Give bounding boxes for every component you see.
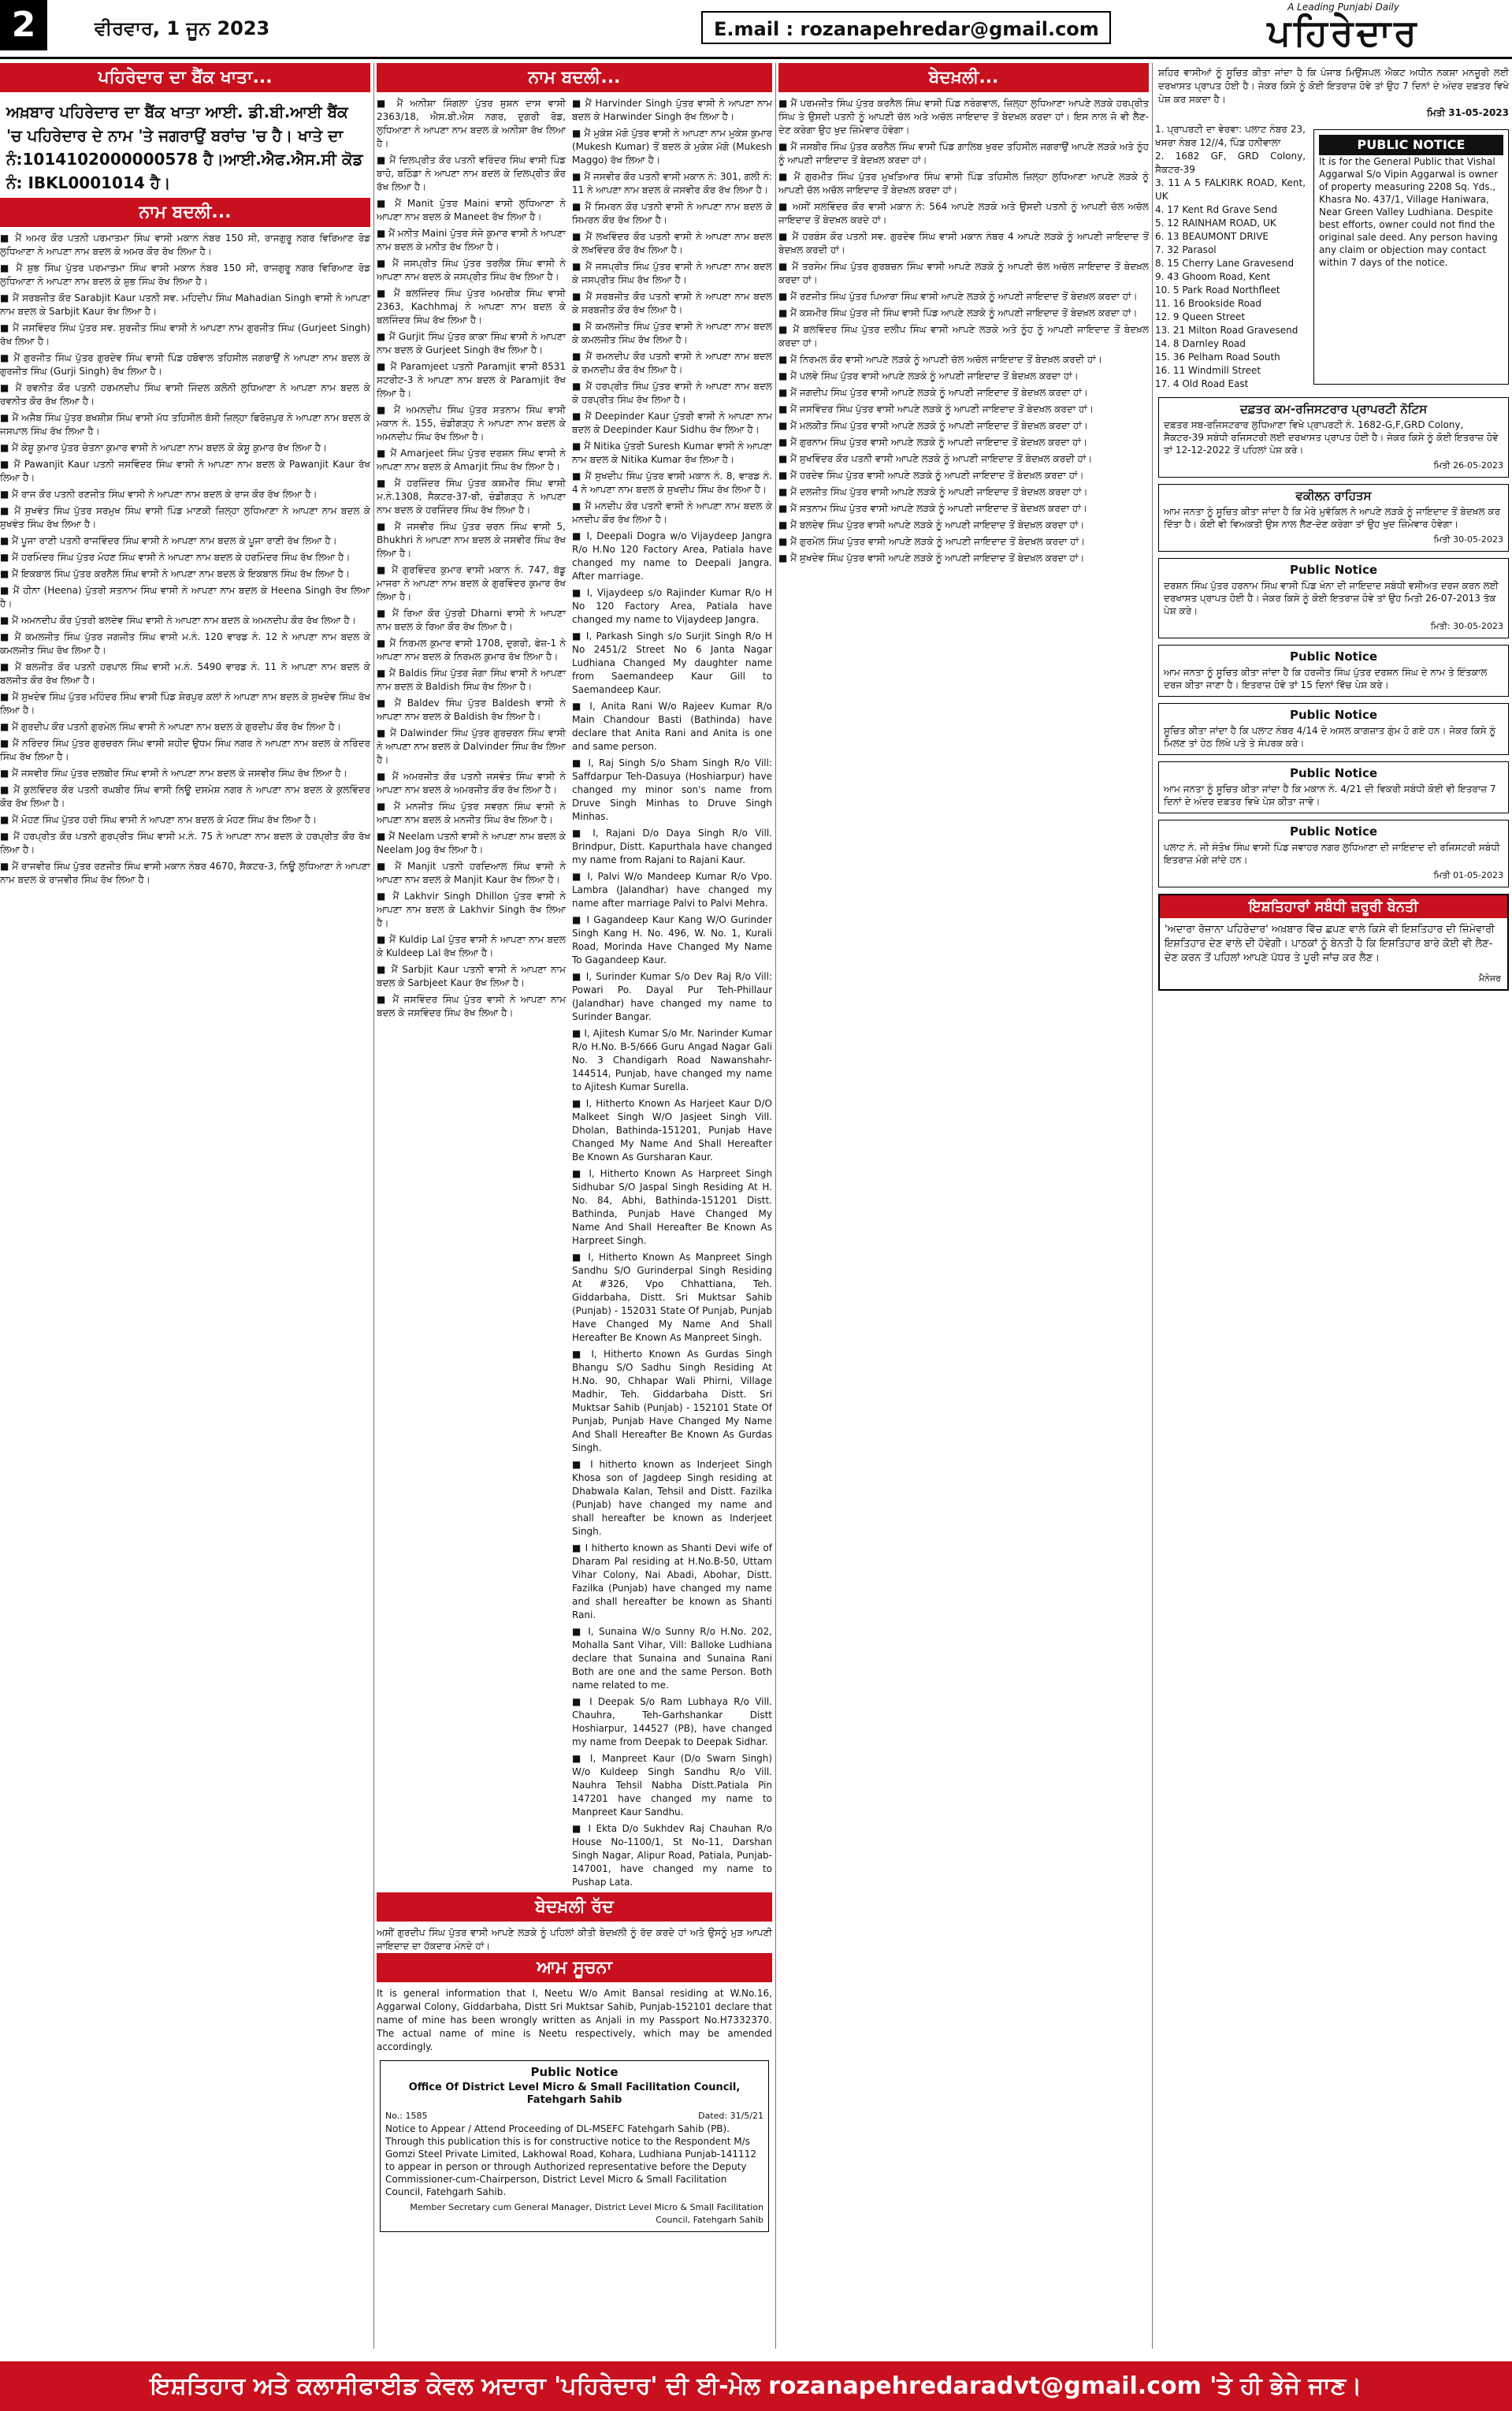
- notice-entry: ■ I, Deepali Dogra w/o Vijaydeep Jangra R/o H.No 120 Factory Area, Patiala have changed my name to Deepali Jangra. After marriage.: [572, 530, 772, 582]
- property-list-item: 5. 12 RAINHAM ROAD, UK: [1155, 218, 1276, 229]
- property-list-item: 2. 1682 GF, GRD Colony, ਸੈਕਟਰ-39: [1155, 151, 1306, 175]
- notice-entry: ■ ਮੈਂ ਜਸਪ੍ਰੀਤ ਸਿੰਘ ਪੁੱਤਰ ਵਾਸੀ ਨੇ ਆਪਣਾ ਨਾਮ ਬਦਲ ਕੇ ਜਸਪ੍ਰੀਤ ਸਿੰਘ ਰੱਖ ਲਿਆ ਹੈ।: [572, 261, 772, 285]
- notice-entry: ■ ਮੈਂ ਗੁਰਨਾਮ ਸਿੰਘ ਪੁੱਤਰ ਵਾਸੀ ਆਪਣੇ ਲੜਕੇ ਨੂੰ ਆਪਣੀ ਜਾਇਦਾਦ ਤੋਂ ਬੇਦਖ਼ਲ ਕਰਦਾ ਹਾਂ।: [778, 437, 1087, 448]
- public-notice: [1158, 558, 1509, 638]
- municipal-notice: [1155, 63, 1512, 123]
- notice-title: ਵਕੀਲਨ ਰਾਹਿਤਸ: [1295, 489, 1372, 503]
- property-list-item: 8. 15 Cherry Lane Gravesend: [1155, 258, 1295, 269]
- notice-entry: ■ I, Manpreet Kaur (D/o Swarn Singh) W/o Kuldeep Singh Sandhu R/o Vill. Nauhra Tehsil Nabha Distt.Patiala Pin 147201 have changed my name to Manpreet Kaur Sandhu.: [572, 1753, 772, 1818]
- notice-entry: ■ ਮੈਂ ਕਮਲਜੀਤ ਸਿੰਘ ਪੁੱਤਰ ਜਗਜੀਤ ਸਿੰਘ ਵਾਸੀ ਮ.ਨੰ. 120 ਵਾਰਡ ਨੰ. 12 ਨੇ ਆਪਣਾ ਨਾਮ ਬਦਲ ਕੇ ਕਮਲਜੀਤ ਸਿੰਘ ਰੱਖ ਲਿਆ ਹੈ।: [0, 631, 370, 656]
- notice-entry: ■ ਮੈਂ ਹਰਦੇਵ ਸਿੰਘ ਪੁੱਤਰ ਵਾਸੀ ਆਪਣੇ ਲੜਕੇ ਨੂੰ ਆਪਣੀ ਜਾਇਦਾਦ ਤੋਂ ਬੇਦਖ਼ਲ ਕਰਦਾ ਹਾਂ।: [778, 470, 1084, 481]
- notice-entry: ■ I, Surinder Kumar S/o Dev Raj R/o Vill: Powari Po. Dayal Pur Teh-Phillaur (Jalandhar) have changed my name to Surinder Bangar.: [572, 971, 772, 1022]
- notice-entry: ■ ਮੈਂ ਅਮਨਦੀਪ ਕੌਰ ਪੁੱਤਰੀ ਬਲਦੇਵ ਸਿੰਘ ਵਾਸੀ ਨੇ ਆਪਣਾ ਨਾਮ ਬਦਲ ਕੇ ਅਮਨਦੀਪ ਕੌਰ ਰੱਖ ਲਿਆ ਹੈ।: [0, 615, 356, 626]
- contact-email[interactable]: E.mail : rozanapehredar@gmail.com: [701, 11, 1111, 44]
- notice-title: ਦਫ਼ਤਰ ਕਮ-ਰਜਿਸਟਰਾਰ ਪ੍ਰਾਪਰਟੀ ਨੋਟਿਸ: [1239, 402, 1428, 416]
- notice-entry: ■ ਮੈਂ ਹਰਪ੍ਰੀਤ ਕੌਰ ਪਤਨੀ ਗੁਰਪ੍ਰੀਤ ਸਿੰਘ ਵਾਸੀ ਮ.ਨੰ. 75 ਨੇ ਆਪਣਾ ਨਾਮ ਬਦਲ ਕੇ ਹਰਪ੍ਰੀਤ ਕੌਰ ਰੱਖ ਲਿਆ ਹੈ।: [0, 831, 370, 855]
- notice-entry: ■ ਮੈਂ Manit ਪੁੱਤਰ Maini ਵਾਸੀ ਲੁਧਿਆਣਾ ਨੇ ਆਪਣਾ ਨਾਮ ਬਦਲ ਕੇ Maneet ਰੱਖ ਲਿਆ ਹੈ।: [377, 198, 566, 222]
- page-number: 2: [0, 0, 47, 50]
- notice-entry: ■ ਮੈਂ ਕਮਲਜੀਤ ਸਿੰਘ ਪੁੱਤਰ ਵਾਸੀ ਨੇ ਆਪਣਾ ਨਾਮ ਬਦਲ ਕੇ ਕਮਲਜੀਤ ਸਿੰਘ ਰੱਖ ਲਿਆ ਹੈ।: [572, 321, 772, 345]
- notice-entry: ■ ਮੈਂ ਬਲਜਿੰਦਰ ਸਿੰਘ ਪੁੱਤਰ ਅਮਰੀਕ ਸਿੰਘ ਵਾਸੀ 2363, Kachhmaj ਨੇ ਆਪਣਾ ਨਾਮ ਬਦਲ ਕੇ ਬਲਜਿੰਦਰ ਸਿੰਘ ਰੱਖ ਲਿਆ ਹੈ।: [377, 288, 566, 326]
- notice-entry: ■ ਮੈਂ ਅਮਰ ਕੌਰ ਪਤਨੀ ਪਰਮਾਤਮਾ ਸਿੰਘ ਵਾਸੀ ਮਕਾਨ ਨੰਬਰ 150 ਸੀ, ਰਾਜਗੁਰੂ ਨਗਰ ਵਿਰਿਆਣ ਰੋਡ ਲੁਧਿਆਣਾ ਨੇ ਆਪਣਾ ਨਾਮ ਬਦਲ ਕੇ ਅਮਰ ਕੌਰ ਰੱਖ ਲਿਆ ਹੈ।: [0, 233, 370, 257]
- notice-entry: ■ I, Anita Rani W/o Rajeev Kumar R/o Main Chandour Basti (Bathinda) have declare that Anita Rani and Anita is one and same person.: [572, 701, 772, 752]
- notice-entry: ■ ਮੈਂ ਮੁਕੇਸ਼ ਮੱਗੋ ਪੁੱਤਰ ਵਾਸੀ ਨੇ ਆਪਣਾ ਨਾਮ ਮੁਕੇਸ਼ ਕੁਮਾਰ (Mukesh Kumar) ਤੋਂ ਬਦਲ ਕੇ ਮੁਕੇਸ਼ ਮੱਗੋ (Mukesh Maggo) ਰੱਖ ਲਿਆ ਹੈ।: [572, 128, 772, 166]
- notice-body: ਦਰਸ਼ਨ ਸਿੰਘ ਪੁੱਤਰ ਹਰਨਾਮ ਸਿੰਘ ਵਾਸੀ ਪਿੰਡ ਖੰਨਾ ਦੀ ਜਾਇਦਾਦ ਸਬੰਧੀ ਵਸੀਅਤ ਦਰਜ ਕਰਨ ਲਈ ਦਰਖਾਸਤ ਪ੍ਰਾਪਤ ਹੋਈ ਹੈ। ਜੇਕਰ ਕਿਸੇ ਨੂੰ ਕੋਈ ਇਤਰਾਜ਼ ਹੋਵੇ ਤਾਂ ਉਹ ਮਿਤੀ 26-07-2013 ਤੱਕ ਪੇਸ਼ ਕਰੇ।: [1164, 580, 1499, 616]
- notice-entry: ■ ਮੈਂ ਅਜੈਬ ਸਿੰਘ ਪੁੱਤਰ ਬਖਸ਼ੀਸ਼ ਸਿੰਘ ਵਾਸੀ ਮੱਧ ਤਹਿਸੀਲ ਬੱਸੀ ਜ਼ਿਲ੍ਹਾ ਫਿਰੋਜ਼ਪੁਰ ਨੇ ਆਪਣਾ ਨਾਮ ਬਦਲ ਕੇ ਜਸਪਾਲ ਸਿੰਘ ਰੱਖ ਲਿਆ ਹੈ।: [0, 412, 370, 437]
- notice-entry: ■ ਮੈਂ ਬਲਜੀਤ ਕੌਰ ਪਤਨੀ ਹਰਪਾਲ ਸਿੰਘ ਵਾਸੀ ਮ.ਨੰ. 5490 ਵਾਰਡ ਨੰ. 11 ਨੇ ਆਪਣਾ ਨਾਮ ਬਦਲ ਕੇ ਬਲਜੀਤ ਕੌਰ ਰੱਖ ਲਿਆ ਹੈ।: [0, 661, 370, 686]
- bank-account-heading: ਪਹਿਰੇਦਾਰ ਦਾ ਬੈਂਕ ਖਾਤਾ...: [0, 63, 370, 92]
- public-notice: [1158, 703, 1509, 755]
- notice-entry: ■ ਮੈਂ ਜਸਵਿੰਦਰ ਸਿੰਘ ਪੁੱਤਰ ਵਾਸੀ ਆਪਣੇ ਲੜਕੇ ਨੂੰ ਆਪਣੀ ਜਾਇਦਾਦ ਤੋਂ ਬੇਦਖ਼ਲ ਕਰਦਾ ਹਾਂ।: [778, 404, 1094, 415]
- notice-entry: ■ ਮੈਂ ਦਿਲਪ੍ਰੀਤ ਕੌਰ ਪਤਨੀ ਵਰਿੰਦਰ ਸਿੰਘ ਵਾਸੀ ਪਿੰਡ ਬਾਹੋ, ਬਠਿੰਡਾ ਨੇ ਆਪਣਾ ਨਾਮ ਬਦਲ ਕੇ ਦਿਲਪ੍ਰੀਤ ਕੌਰ ਰੱਖ ਲਿਆ ਹੈ।: [377, 154, 566, 192]
- property-list: [1155, 123, 1306, 391]
- notice-entry: ■ ਮੈਂ ਦਲਜੀਤ ਸਿੰਘ ਪੁੱਤਰ ਵਾਸੀ ਆਪਣੇ ਲੜਕੇ ਨੂੰ ਆਪਣੀ ਜਾਇਦਾਦ ਤੋਂ ਬੇਦਖ਼ਲ ਕਰਦਾ ਹਾਂ।: [778, 486, 1088, 497]
- notice-entry: ■ ਮੈਂ Baldev ਸਿੰਘ ਪੁੱਤਰ Baldesh ਵਾਸੀ ਨੇ ਆਪਣਾ ਨਾਮ ਬਦਲ ਕੇ Baldish ਰੱਖ ਲਿਆ ਹੈ।: [377, 698, 566, 722]
- property-list-item: 6. 13 BEAUMONT DRIVE: [1155, 231, 1269, 242]
- notice-entry: ■ ਮੈਂ ਜਸਵੀਰ ਸਿੰਘ ਪੁੱਤਰ ਚਰਨ ਸਿੰਘ ਵਾਸੀ 5, Bhukhri ਨੇ ਆਪਣਾ ਨਾਮ ਬਦਲ ਕੇ ਜਸਵੀਰ ਸਿੰਘ ਰੱਖ ਲਿਆ ਹੈ।: [377, 521, 566, 559]
- notice-entry: ■ ਮੈਂ ਜਸਵੀਰ ਕੌਰ ਪਤਨੀ ਵਾਸੀ ਮਕਾਨ ਨੰ: 301, ਗਲੀ ਨੰ: 11 ਨੇ ਆਪਣਾ ਨਾਮ ਬਦਲ ਕੇ ਜਸਵੀਰ ਕੌਰ ਰੱਖ ਲਿਆ ਹੈ।: [572, 171, 772, 195]
- notice-date: ਮਿਤੀ 26-05-2023: [1433, 460, 1503, 471]
- notice-entry: ■ ਮੈਂ ਪਰਮਜੀਤ ਸਿੰਘ ਪੁੱਤਰ ਕਰਨੈਲ ਸਿੰਘ ਵਾਸੀ ਪਿੰਡ ਨਰੰਗਵਾਲ, ਜ਼ਿਲ੍ਹਾ ਲੁਧਿਆਣਾ ਆਪਣੇ ਲੜਕੇ ਹਰਪ੍ਰੀਤ ਸਿੰਘ ਤੇ ਉਸਦੀ ਪਤਨੀ ਨੂੰ ਆਪਣੀ ਚੱਲ ਅਤੇ ਅਚੱਲ ਜਾਇਦਾਦ ਤੋਂ ਬੇਦਖ਼ਲ ਕਰਦਾ ਹਾਂ। ਇਸ ਨਾਲ ਜੋ ਵੀ ਲੈਣ-ਦੇਣ ਕਰੇਗਾ ਉਹ ਖੁਦ ਜ਼ਿੰਮੇਵਾਰ ਹੋਵੇਗਾ।: [778, 98, 1149, 136]
- name-change-heading-2: ਨਾਮ ਬਦਲੀ...: [377, 63, 772, 92]
- notice-entry: ■ I, Palvi W/o Mandeep Kumar R/o Vpo. Lambra (Jalandhar) have changed my name after marriage Palvi to Palvi Mehra.: [572, 871, 772, 909]
- notice-entry: ■ ਮੈਂ ਰਾਜ ਕੌਰ ਪਤਨੀ ਰਣਜੀਤ ਸਿੰਘ ਵਾਸੀ ਨੇ ਆਪਣਾ ਨਾਮ ਬਦਲ ਕੇ ਰਾਜ ਕੌਰ ਰੱਖ ਲਿਆ ਹੈ।: [0, 489, 318, 500]
- bedakhali-heading: ਬੇਦਖ਼ਲੀ...: [778, 63, 1149, 92]
- property-list-item: 12. 9 Queen Street: [1155, 311, 1246, 322]
- masthead: [0, 0, 1512, 59]
- notice-entry: ■ I, Ajitesh Kumar S/o Mr. Narinder Kumar R/o H.No. B-5/666 Guru Angad Nagar Gali No. 3 Chandigarh Road Nawanshahr-144514, Punjab, have changed my name to Ajitesh Kumar Surella.: [572, 1028, 772, 1092]
- col4-upper-row: [1155, 123, 1512, 391]
- notice-ref: No.: 1585: [385, 2111, 428, 2121]
- newspaper-logo: [1182, 2, 1505, 52]
- notice-entry: ■ ਮੈਂ ਨਿਰਮਲ ਕੁਮਾਰ ਵਾਸੀ 1708, ਦੁਗਰੀ, ਫੇਜ਼-1 ਨੇ ਆਪਣਾ ਨਾਮ ਬਦਲ ਕੇ ਨਿਰਮਲ ਕੁਮਾਰ ਰੱਖ ਲਿਆ ਹੈ।: [377, 638, 566, 662]
- notice-date: ਮਿਤੀ 30-05-2023: [1433, 534, 1503, 545]
- bedakhali-rad-text: ਅਸੀਂ ਗੁਰਦੀਪ ਸਿੰਘ ਪੁੱਤਰ ਵਾਸੀ ਆਪਣੇ ਲੜਕੇ ਨੂੰ ਪਹਿਲਾਂ ਕੀਤੀ ਬੇਦਖ਼ਲੀ ਨੂੰ ਰੱਦ ਕਰਦੇ ਹਾਂ ਅਤੇ ਉਸਨੂੰ ਮੁੜ ਆਪਣੀ ਜਾਇਦਾਦ ਦਾ ਹੱਕਦਾਰ ਮੰਨਦੇ ਹਾਂ।: [377, 1927, 772, 1951]
- notice-entry: ■ ਮੈਂ Neelam ਪਤਨੀ ਵਾਸੀ ਨੇ ਆਪਣਾ ਨਾਮ ਬਦਲ ਕੇ Neelam Jog ਰੱਖ ਲਿਆ ਹੈ।: [377, 831, 566, 855]
- notice-entry: ■ I, Raj Singh S/o Sham Singh R/o Vill: Saffdarpur Teh-Dasuya (Hoshiarpur) have changed my minor son's name from Druve Singh Minhas to Druve Singh Minhas.: [572, 757, 772, 822]
- notice-title: Public Notice: [1289, 708, 1378, 722]
- notice-entry: ■ ਮੈਂ ਸੁਖਦੇਵ ਸਿੰਘ ਪੁੱਤਰ ਮਹਿੰਦਰ ਸਿੰਘ ਵਾਸੀ ਪਿੰਡ ਸ਼ੇਰਪੁਰ ਕਲਾਂ ਨੇ ਆਪਣਾ ਨਾਮ ਬਦਲ ਕੇ ਸੁਖਦੇਵ ਸਿੰਘ ਰੱਖ ਲਿਆ ਹੈ।: [0, 691, 370, 716]
- property-list-item: 1. ਪ੍ਰਾਪਰਟੀ ਦਾ ਵੇਰਵਾ: ਪਲਾਟ ਨੰਬਰ 23, ਖਸਰਾ ਨੰਬਰ 12//4, ਪਿੰਡ ਹਨੀਵਾਲਾ: [1155, 124, 1306, 148]
- column-3: [778, 63, 1149, 2357]
- name-change-heading: ਨਾਮ ਬਦਲੀ...: [0, 198, 370, 227]
- notice-entry: ■ ਮੈਂ Paramjeet ਪਤਨੀ Paramjit ਵਾਸੀ 8531 ਸਟਰੀਟ-3 ਨੇ ਆਪਣਾ ਨਾਮ ਬਦਲ ਕੇ Paramjit ਰੱਖ ਲਿਆ ਹੈ।: [377, 361, 566, 399]
- notice-title: Public Notice: [1289, 824, 1378, 839]
- notice-entry: ■ ਮੈਂ ਕਸ਼ਮੀਰ ਸਿੰਘ ਪੁੱਤਰ ਜੀ ਸਿੰਘ ਵਾਸੀ ਪਿੰਡ ਆਪਣੇ ਲੜਕੇ ਨੂੰ ਆਪਣੀ ਜਾਇਦਾਦ ਤੋਂ ਬੇਦਖ਼ਲ ਕਰਦਾ ਹਾਂ।: [778, 307, 1138, 318]
- column-1: [0, 63, 370, 2357]
- property-list-item: 15. 36 Pelham Road South: [1155, 352, 1280, 363]
- notice-entry: ■ ਮੈਂ Harvinder Singh ਪੁੱਤਰ ਵਾਸੀ ਨੇ ਆਪਣਾ ਨਾਮ ਬਦਲ ਕੇ Harwinder Singh ਰੱਖ ਲਿਆ ਹੈ।: [572, 98, 772, 122]
- notice-entry: ■ ਮੈਂ ਸੁਖਵਿੰਦਰ ਕੌਰ ਪਤਨੀ ਵਾਸੀ ਆਪਣੇ ਲੜਕੇ ਨੂੰ ਆਪਣੀ ਜਾਇਦਾਦ ਤੋਂ ਬੇਦਖ਼ਲ ਕਰਦੀ ਹਾਂ।: [778, 453, 1093, 464]
- notice-entry: ■ ਮੈਂ ਗੁਰਮੇਲ ਸਿੰਘ ਪੁੱਤਰ ਵਾਸੀ ਆਪਣੇ ਲੜਕੇ ਨੂੰ ਆਪਣੀ ਜਾਇਦਾਦ ਤੋਂ ਬੇਦਖ਼ਲ ਕਰਦਾ ਹਾਂ।: [778, 536, 1086, 547]
- public-notice-idbi: [1313, 129, 1509, 385]
- notice-entry: ■ ਮੈਂ ਸੁਖਦੇਵ ਸਿੰਘ ਪੁੱਤਰ ਵਾਸੀ ਆਪਣੇ ਲੜਕੇ ਨੂੰ ਆਪਣੀ ਜਾਇਦਾਦ ਤੋਂ ਬੇਦਖ਼ਲ ਕਰਦਾ ਹਾਂ।: [778, 553, 1085, 564]
- notice-entry: ■ ਮੈਂ ਅਮਰਜੀਤ ਕੌਰ ਪਤਨੀ ਜਸਵੰਤ ਸਿੰਘ ਵਾਸੀ ਨੇ ਆਪਣਾ ਨਾਮ ਬਦਲ ਕੇ ਅਮਰਜੀਤ ਕੌਰ ਰੱਖ ਲਿਆ ਹੈ।: [377, 771, 566, 795]
- notice-entry: ■ ਮੈਂ ਸਿਮਰਨ ਕੌਰ ਪਤਨੀ ਵਾਸੀ ਨੇ ਆਪਣਾ ਨਾਮ ਬਦਲ ਕੇ ਸਿਮਰਨ ਕੌਰ ਰੱਖ ਲਿਆ ਹੈ।: [572, 201, 772, 225]
- notice-entry: ■ I, Sunaina W/o Sunny R/o H.No. 202, Mohalla Sant Vihar, Vill: Balloke Ludhiana declare that Sunaina and Sunaina Rani Both are one and the same Person. Both name related to me.: [572, 1626, 772, 1691]
- notice-entry: ■ ਮੈਂ ਮੋਹਣ ਸਿੰਘ ਪੁੱਤਰ ਹਰੀ ਸਿੰਘ ਵਾਸੀ ਨੇ ਆਪਣਾ ਨਾਮ ਬਦਲ ਕੇ ਮੋਹਣ ਸਿੰਘ ਰੱਖ ਲਿਆ ਹੈ।: [0, 814, 318, 825]
- notice-title: Public Notice: [1289, 649, 1378, 664]
- notice-entry: ■ ਮੈਂ ਬਲਵਿੰਦਰ ਸਿੰਘ ਪੁੱਤਰ ਦਲੀਪ ਸਿੰਘ ਵਾਸੀ ਆਪਣੇ ਲੜਕੇ ਅਤੇ ਨੂੰਹ ਨੂੰ ਆਪਣੀ ਜਾਇਦਾਦ ਤੋਂ ਬੇਦਖ਼ਲ ਕਰਦਾ ਹਾਂ।: [778, 324, 1149, 348]
- property-list-item: 9. 43 Ghoom Road, Kent: [1155, 271, 1271, 282]
- property-list-item: 17. 4 Old Road East: [1155, 378, 1249, 389]
- bedakhali-list: [778, 97, 1149, 565]
- notice-entry: ■ ਮੈਂ ਜਸਵੀਰ ਸਿੰਘ ਪੁੱਤਰ ਦਲਬੀਰ ਸਿੰਘ ਵਾਸੀ ਨੇ ਆਪਣਾ ਨਾਮ ਬਦਲ ਕੇ ਜਸਵੀਰ ਸਿੰਘ ਰੱਖ ਲਿਆ ਹੈ।: [0, 768, 347, 779]
- notice-entry: ■ ਮੈਂ ਹਰਜਿੰਦਰ ਸਿੰਘ ਪੁੱਤਰ ਕਸ਼ਮੀਰ ਸਿੰਘ ਵਾਸੀ ਮ.ਨੰ.1308, ਸੈਕਟਰ-37-ਬੀ, ਚੰਡੀਗੜ੍ਹ ਨੇ ਆਪਣਾ ਨਾਮ ਬਦਲ ਕੇ ਹਰਜਿੰਦਰ ਸਿੰਘ ਰੱਖ ਲਿਆ ਹੈ।: [377, 478, 566, 515]
- notice-entry: ■ ਮੈਂ ਗੁਰਦੀਪ ਕੌਰ ਪਤਨੀ ਗੁਰਮੇਲ ਸਿੰਘ ਵਾਸੀ ਨੇ ਆਪਣਾ ਨਾਮ ਬਦਲ ਕੇ ਗੁਰਦੀਪ ਕੌਰ ਰੱਖ ਲਿਆ ਹੈ।: [0, 721, 341, 732]
- notice-entry: ■ ਮੈਂ ਹਰਬੰਸ ਕੌਰ ਪਤਨੀ ਸਵ. ਗੁਰਦੇਵ ਸਿੰਘ ਵਾਸੀ ਮਕਾਨ ਨੰਬਰ 4 ਆਪਣੇ ਲੜਕੇ ਨੂੰ ਆਪਣੀ ਜਾਇਦਾਦ ਤੋਂ ਬੇਦਖ਼ਲ ਕਰਦੀ ਹਾਂ।: [778, 231, 1149, 255]
- notice-body: ਆਮ ਜਨਤਾ ਨੂੰ ਸੂਚਿਤ ਕੀਤਾ ਜਾਂਦਾ ਹੈ ਕਿ ਮਕਾਨ ਨੰ. 4/21 ਦੀ ਵਿਕਰੀ ਸਬੰਧੀ ਕੋਈ ਵੀ ਇਤਰਾਜ਼ 7 ਦਿਨਾਂ ਦੇ ਅੰਦਰ ਦਫ਼ਤਰ ਵਿਖੇ ਪੇਸ਼ ਕੀਤਾ ਜਾਵੇ।: [1164, 783, 1496, 807]
- notice-entry: ■ ਮੈਂ ਸੁਖਦੀਪ ਸਿੰਘ ਪੁੱਤਰ ਵਾਸੀ ਮਕਾਨ ਨੰ. 8, ਵਾਰਡ ਨੰ. 4 ਨੇ ਆਪਣਾ ਨਾਮ ਬਦਲ ਕੇ ਸੁਖਦੀਪ ਸਿੰਘ ਰੱਖ ਲਿਆ ਹੈ।: [572, 471, 772, 495]
- notice-entry: ■ ਅਸੀਂ ਸਲਵਿੰਦਰ ਕੌਰ ਵਾਸੀ ਮਕਾਨ ਨੰ: 564 ਆਪਣੇ ਲੜਕੇ ਅਤੇ ਉਸਦੀ ਪਤਨੀ ਨੂੰ ਆਪਣੀ ਚੱਲ ਅਚੱਲ ਜਾਇਦਾਦ ਤੋਂ ਬੇਦਖ਼ਲ ਕਰਦੇ ਹਾਂ।: [778, 201, 1149, 225]
- notice-entry: ■ ਮੈਂ ਪਲਵੇ ਸਿੰਘ ਪੁੱਤਰ ਵਾਸੀ ਆਪਣੇ ਲੜਕੇ ਨੂੰ ਆਪਣੀ ਜਾਇਦਾਦ ਤੋਂ ਬੇਦਖ਼ਲ ਕਰਦਾ ਹਾਂ।: [778, 370, 1079, 381]
- notice-entry: ■ ਮੈਂ ਗੁਰਜੀਤ ਸਿੰਘ ਪੁੱਤਰ ਗੁਰਦੇਵ ਸਿੰਘ ਵਾਸੀ ਪਿੰਡ ਹਬੋਵਾਲ ਤਹਿਸੀਲ ਜਗਰਾਉਂ ਨੇ ਆਪਣਾ ਨਾਮ ਬਦਲ ਕੇ ਗੁਰਜੀਤ ਸਿੰਘ (Gurji Singh) ਰੱਖ ਲਿਆ ਹੈ।: [0, 352, 370, 377]
- notice-subtitle: Office Of District Level Micro & Small Facilitation Council, Fatehgarh Sahib: [408, 2082, 741, 2106]
- notice-entry: ■ ਮੈਂ Amarjeet ਸਿੰਘ ਪੁੱਤਰ ਦਰਸ਼ਨ ਸਿੰਘ ਵਾਸੀ ਨੇ ਆਪਣਾ ਨਾਮ ਬਦਲ ਕੇ Amarjit ਸਿੰਘ ਰੱਖ ਲਿਆ ਹੈ।: [377, 448, 566, 472]
- name-change-list: [377, 97, 566, 1020]
- notice-title: PUBLIC NOTICE: [1319, 135, 1503, 155]
- advertisement-disclaimer: [1158, 894, 1509, 991]
- notice-entry: ■ ਮੈਂ ਹਰਮਿੰਦਰ ਸਿੰਘ ਪੁੱਤਰ ਮੋਹਣ ਸਿੰਘ ਵਾਸੀ ਨੇ ਆਪਣਾ ਨਾਮ ਬਦਲ ਕੇ ਹਰਮਿੰਦਰ ਸਿੰਘ ਰੱਖ ਲਿਆ ਹੈ।: [0, 552, 351, 563]
- notice-body: ਸੂਚਿਤ ਕੀਤਾ ਜਾਂਦਾ ਹੈ ਕਿ ਪਲਾਟ ਨੰਬਰ 4/14 ਦੇ ਅਸਲ ਕਾਗਜ਼ਾਤ ਗੁੰਮ ਹੋ ਗਏ ਹਨ। ਜੇਕਰ ਕਿਸੇ ਨੂੰ ਮਿਲਣ ਤਾਂ ਹੇਠ ਲਿਖੇ ਪਤੇ ਤੇ ਸੰਪਰਕ ਕਰੇ।: [1164, 725, 1496, 749]
- notice-entry: ■ ਮੈਂ Nitika ਪੁੱਤਰੀ Suresh Kumar ਵਾਸੀ ਨੇ ਆਪਣਾ ਨਾਮ ਬਦਲ ਕੇ Nitika Kumar ਰੱਖ ਲਿਆ ਹੈ।: [572, 441, 772, 465]
- notice-entry: ■ ਮੈਂ ਬਲਦੇਵ ਸਿੰਘ ਪੁੱਤਰ ਵਾਸੀ ਆਪਣੇ ਲੜਕੇ ਨੂੰ ਆਪਣੀ ਜਾਇਦਾਦ ਤੋਂ ਬੇਦਖ਼ਲ ਕਰਦਾ ਹਾਂ।: [778, 519, 1085, 530]
- aam-suchna-text: It is general information that I, Neetu W/o Amit Bansal residing at W.No.16, Aggarwal Colony, Giddarbaha, Distt Sri Muktsar Sahib, Punjab-152101 declare that name of mine has been wrongly written as Anjali in my Passport No.H7332370. The actual name of mine is Neetu respectively, which may be amended accordingly.: [377, 1988, 772, 2052]
- notice-entry: ■ I Ekta D/o Sukhdev Raj Chauhan R/o House No-1100/1, St No-11, Darshan Singh Nagar, Alipur Road, Patiala, Punjab-147001, have changed my name to Pushap Lata.: [572, 1823, 772, 1888]
- notice-entry: ■ I Deepak S/o Ram Lubhaya R/o Vill. Chauhra, Teh-Garhshankar Distt Hoshiarpur, 144527 (PB), have changed my name from Deepak to Deepak Sidhar.: [572, 1696, 772, 1747]
- issue-date: ਵੀਰਵਾਰ, 1 ਜੂਨ 2023: [95, 17, 270, 39]
- property-list-item: 13. 21 Milton Road Gravesend: [1155, 325, 1298, 336]
- notice-entry: ■ ਮੈਂ ਤਰਸੇਮ ਸਿੰਘ ਪੁੱਤਰ ਗੁਰਬਚਨ ਸਿੰਘ ਵਾਸੀ ਆਪਣੇ ਲੜਕੇ ਨੂੰ ਆਪਣੀ ਚੱਲ ਅਚੱਲ ਜਾਇਦਾਦ ਤੋਂ ਬੇਦਖ਼ਲ ਕਰਦਾ ਹਾਂ।: [778, 261, 1149, 285]
- notice-entry: ■ ਮੈਂ ਰਾਜਵੀਰ ਸਿੰਘ ਪੁੱਤਰ ਰਣਜੀਤ ਸਿੰਘ ਵਾਸੀ ਮਕਾਨ ਨੰਬਰ 4670, ਸੈਕਟਰ-3, ਨਿਊ ਲੁਧਿਆਣਾ ਨੇ ਆਪਣਾ ਨਾਮ ਬਦਲ ਕੇ ਰਾਜਵੀਰ ਸਿੰਘ ਰੱਖ ਲਿਆ ਹੈ।: [0, 861, 370, 885]
- small-public-notices: [1155, 558, 1512, 887]
- name-change-list: [572, 97, 772, 526]
- notice-date: Dated: 31/5/21: [698, 2111, 763, 2121]
- notice-entry: ■ ਮੈਂ ਨਰਿੰਦਰ ਸਿੰਘ ਪੁੱਤਰ ਗੁਰਚਰਨ ਸਿੰਘ ਵਾਸੀ ਸ਼ਹੀਦ ਉਧਮ ਸਿੰਘ ਨਗਰ ਨੇ ਆਪਣਾ ਨਾਮ ਬਦਲ ਕੇ ਨਰਿੰਦਰ ਸਿੰਘ ਰੱਖ ਲਿਆ ਹੈ।: [0, 738, 370, 762]
- column-divider: [1152, 63, 1153, 2349]
- notice-entry: ■ ਮੈਂ ਸਰਬਜੀਤ ਕੌਰ ਪਤਨੀ ਵਾਸੀ ਨੇ ਆਪਣਾ ਨਾਮ ਬਦਲ ਕੇ ਸਰਬਜੀਤ ਕੌਰ ਰੱਖ ਲਿਆ ਹੈ।: [572, 291, 772, 315]
- notice-body: ਆਮ ਜਨਤਾ ਨੂੰ ਸੂਚਿਤ ਕੀਤਾ ਜਾਂਦਾ ਹੈ ਕਿ ਹਰਜੀਤ ਸਿੰਘ ਪੁੱਤਰ ਦਰਸ਼ਨ ਸਿੰਘ ਦੇ ਨਾਮ ਤੇ ਇੰਤਕਾਲ ਦਰਜ ਕੀਤਾ ਜਾਣਾ ਹੈ। ਇਤਰਾਜ਼ ਹੋਵੇ ਤਾਂ 15 ਦਿਨਾਂ ਵਿੱਚ ਪੇਸ਼ ਕਰੇ।: [1164, 667, 1488, 690]
- notice-entry: ■ I Gagandeep Kaur Kang W/O Gurinder Singh Kang H. No. 496, W. No. 1, Kurali Road, Morinda Have Changed My Name To Gagandeep Kaur.: [572, 914, 772, 966]
- notice-body: ਪਲਾਟ ਨੰ. ਜੀ ਸੰਤੋਖ ਸਿੰਘ ਵਾਸੀ ਪਿੰਡ ਜਵਾਹਰ ਨਗਰ ਲੁਧਿਆਣਾ ਦੀ ਜਾਇਦਾਦ ਦੀ ਰਜਿਸਟਰੀ ਸਬੰਧੀ ਇਤਰਾਜ਼ ਮੰਗੇ ਜਾਂਦੇ ਹਨ।: [1164, 842, 1500, 865]
- notice-entry: ■ ਮੈਂ ਜਸਬੀਰ ਸਿੰਘ ਪੁੱਤਰ ਕਰਨੈਲ ਸਿੰਘ ਵਾਸੀ ਪਿੰਡ ਗਾਲਿਬ ਖੁਰਦ ਤਹਿਸੀਲ ਜਗਰਾਉਂ ਆਪਣੇ ਲੜਕੇ ਅਤੇ ਨੂੰਹ ਨੂੰ ਆਪਣੀ ਜਾਇਦਾਦ ਤੋਂ ਬੇਦਖ਼ਲ ਕਰਦਾ ਹਾਂ।: [778, 141, 1149, 166]
- notice-entry: ■ ਮੈਂ Deepinder Kaur ਪੁੱਤਰੀ ਵਾਸੀ ਨੇ ਆਪਣਾ ਨਾਮ ਬਦਲ ਕੇ Deepinder Kaur Sidhu ਰੱਖ ਲਿਆ ਹੈ।: [572, 411, 772, 435]
- property-list-item: 16. 11 Windmill Street: [1155, 365, 1261, 376]
- notice-entry: ■ ਮੈਂ ਜਸਪ੍ਰੀਤ ਸਿੰਘ ਪੁੱਤਰ ਤਰਲੋਕ ਸਿੰਘ ਵਾਸੀ ਨੇ ਆਪਣਾ ਨਾਮ ਬਦਲ ਕੇ ਜਸਪ੍ਰੀਤ ਸਿੰਘ ਰੱਖ ਲਿਆ ਹੈ।: [377, 258, 566, 282]
- column-4: [1155, 63, 1512, 2357]
- notice-entry: ■ I hitherto known as Shanti Devi wife of Dharam Pal residing at H.No.B-50, Uttam Vihar Colony, Nai Abadi, Abohar, Distt. Fazilka (Punjab) have changed my name and shall hereafter be known as Shanti Rani.: [572, 1542, 772, 1620]
- notice-entry: ■ ਮੈਂ Dalwinder ਸਿੰਘ ਪੁੱਤਰ ਗੁਰਚਰਨ ਸਿੰਘ ਵਾਸੀ ਨੇ ਆਪਣਾ ਨਾਮ ਬਦਲ ਕੇ Dalvinder ਸਿੰਘ ਰੱਖ ਲਿਆ ਹੈ।: [377, 727, 566, 765]
- notice-entry: ■ ਮੈਂ Sarbjit Kaur ਪਤਨੀ ਵਾਸੀ ਨੇ ਆਪਣਾ ਨਾਮ ਬਦਲ ਕੇ Sarbjeet Kaur ਰੱਖ ਲਿਆ ਹੈ।: [377, 964, 566, 988]
- public-notice: [1158, 761, 1509, 813]
- notice-entry: ■ I hitherto known as Inderjeet Singh Khosa son of Jagdeep Singh residing at Dhabwala Kalan, Tehsil and Distt. Fazilka (Punjab) have changed my name and shall hereafter be known as Inderjeet Singh.: [572, 1459, 772, 1537]
- notice-entry: ■ ਮੈਂ ਸਰਬਜੀਤ ਕੌਰ Sarabjit Kaur ਪਤਨੀ ਸਵ. ਮਹਿਦੀਪ ਸਿੰਘ Mahadian Singh ਵਾਸੀ ਨੇ ਆਪਣਾ ਨਾਮ ਬਦਲ ਕੇ Sarbjit Kaur ਰੱਖ ਲਿਆ ਹੈ।: [0, 292, 370, 317]
- property-list-item: 7. 32 Parasol: [1155, 244, 1217, 255]
- notice-entry: ■ ਮੈਂ ਪੂਜਾ ਰਾਣੀ ਪਤਨੀ ਰਾਜਵਿੰਦਰ ਸਿੰਘ ਵਾਸੀ ਨੇ ਆਪਣਾ ਨਾਮ ਬਦਲ ਕੇ ਪੂਜਾ ਰਾਣੀ ਰੱਖ ਲਿਆ ਹੈ।: [0, 535, 337, 546]
- notice-entry: ■ ਮੈਂ ਕੇਸ਼ੂ ਕੁਮਾਰ ਪੁੱਤਰ ਚੇਤਨਾ ਕੁਮਾਰ ਵਾਸੀ ਨੇ ਆਪਣਾ ਨਾਮ ਬਦਲ ਕੇ ਕੇਸ਼ੂ ਕੁਮਾਰ ਰੱਖ ਲਿਆ ਹੈ।: [0, 442, 328, 453]
- notice-entry: ■ ਮੈਂ Baldis ਸਿੰਘ ਪੁੱਤਰ ਜੋਗਾ ਸਿੰਘ ਵਾਸੀ ਨੇ ਆਪਣਾ ਨਾਮ ਬਦਲ ਕੇ Baldish ਸਿੰਘ ਰੱਖ ਲਿਆ ਹੈ।: [377, 668, 566, 692]
- notice-entry: ■ ਮੈਂ ਗੁਰਵਿੰਦਰ ਕੁਮਾਰ ਵਾਸੀ ਮਕਾਨ ਨੰ. 747, ਬੱਡੂ ਮਾਜਰਾ ਨੇ ਆਪਣਾ ਨਾਮ ਬਦਲ ਕੇ ਗੁਰਵਿੰਦਰ ਕੁਮਾਰ ਰੱਖ ਲਿਆ ਹੈ।: [377, 564, 566, 602]
- notice-entry: ■ ਮੈਂ ਰਿਆ ਕੌਰ ਪੁੱਤਰੀ Dharni ਵਾਸੀ ਨੇ ਆਪਣਾ ਨਾਮ ਬਦਲ ਕੇ ਰਿਆ ਕੌਰ ਰੱਖ ਲਿਆ ਹੈ।: [377, 608, 566, 632]
- notice-entry: ■ ਮੈਂ ਲਖਵਿੰਦਰ ਕੌਰ ਪਤਨੀ ਵਾਸੀ ਨੇ ਆਪਣਾ ਨਾਮ ਬਦਲ ਕੇ ਲਖਵਿੰਦਰ ਕੌਰ ਰੱਖ ਲਿਆ ਹੈ।: [572, 231, 772, 255]
- notice-entry: ■ ਮੈਂ ਰਵਨੀਤ ਕੌਰ ਪਤਨੀ ਹਰਮਨਦੀਪ ਸਿੰਘ ਵਾਸੀ ਜਿੰਦਲ ਕਲੋਨੀ ਲੁਧਿਆਣਾ ਨੇ ਆਪਣਾ ਨਾਮ ਬਦਲ ਕੇ ਰਵਨੀਤ ਕੌਰ ਰੱਖ ਲਿਆ ਹੈ।: [0, 382, 370, 407]
- notice-entry: ■ I, Vijaydeep s/o Rajinder Kumar R/o H No 120 Factory Area, Patiala have changed my name to Vijaydeep Jangra.: [572, 587, 772, 625]
- notice-entry: ■ ਮੈਂ Kuldip Lal ਪੁੱਤਰ ਵਾਸੀ ਨੇ ਆਪਣਾ ਨਾਮ ਬਦਲ ਕੇ Kuldeep Lal ਰੱਖ ਲਿਆ ਹੈ।: [377, 934, 566, 958]
- notice-entry: ■ I, Hitherto Known As Manpreet Singh Sandhu S/O Gurinderpal Singh Residing At #326, Vpo Chhattiana, Teh. Giddarbaha, Distt. Sri Muktsar Sahib (Punjab) - 152031 State Of Punjab, Punjab Have Changed My Name And Shall Hereafter Be Known As Manpreet Singh.: [572, 1252, 772, 1343]
- column-divider: [775, 63, 776, 2349]
- property-list-item: 4. 17 Kent Rd Grave Send: [1155, 204, 1278, 215]
- notice-entry: ■ ਮੈਂ ਗੁਰਮੀਤ ਸਿੰਘ ਪੁੱਤਰ ਮੁਖਤਿਆਰ ਸਿੰਘ ਵਾਸੀ ਪਿੰਡ ਤਹਿਸੀਲ ਜ਼ਿਲ੍ਹਾ ਲੁਧਿਆਣਾ ਆਪਣੇ ਲੜਕੇ ਨੂੰ ਆਪਣੀ ਚੱਲ ਅਚੱਲ ਜਾਇਦਾਦ ਤੋਂ ਬੇਦਖ਼ਲ ਕਰਦਾ ਹਾਂ।: [778, 171, 1149, 195]
- notice-entry: ■ I, Hitherto Known As Gurdas Singh Bhangu S/O Sadhu Singh Residing At H.No. 90, Chhapar Wali Phirni, Village Madhir, Teh. Giddarbaha Distt. Sri Muktsar Sahib (Punjab) - 152101 State Of Punjab, Punjab Have Changed My Name And Shall Hereafter Be Known As Gurdas Singh.: [572, 1349, 772, 1453]
- bedakhali-rad-heading: ਬੇਦਖ਼ਲੀ ਰੱਦ: [377, 1892, 772, 1922]
- notice-date: ਮਿਤੀ 01-05-2023: [1433, 870, 1503, 880]
- property-list-item: 11. 16 Brookside Road: [1155, 298, 1262, 309]
- notice-entry: ■ ਮੈਂ ਕੁਲਵਿੰਦਰ ਕੌਰ ਪਤਨੀ ਰਘਬੀਰ ਸਿੰਘ ਵਾਸੀ ਨਿਊ ਦਸਮੇਸ਼ ਨਗਰ ਨੇ ਆਪਣਾ ਨਾਮ ਬਦਲ ਕੇ ਕੁਲਵਿੰਦਰ ਕੌਰ ਰੱਖ ਲਿਆ ਹੈ।: [0, 784, 370, 809]
- logo-tagline: A Leading Punjabi Daily: [1287, 2, 1399, 13]
- notice-entry: ■ I, Hitherto Known As Harpreet Singh Sidhubar S/O Jaspal Singh Residing At H. No. 84, Abhi, Bathinda-151201 Distt. Bathinda, Punjab Have Changed My Name And Shall Hereafter Be Known As Harpreet Singh.: [572, 1168, 772, 1246]
- aam-suchna-heading: ਆਮ ਸੂਚਨਾ: [377, 1953, 772, 1982]
- public-notice: [1158, 820, 1509, 887]
- notice-entry: ■ I, Rajani D/o Daya Singh R/o Vill. Brindpur, Distt. Kapurthala have changed my name from Rajani to Rajani Kaur.: [572, 828, 772, 865]
- notice-entry: ■ ਮੈਂ ਜਗਦੀਪ ਸਿੰਘ ਪੁੱਤਰ ਵਾਸੀ ਆਪਣੇ ਲੜਕੇ ਨੂੰ ਆਪਣੀ ਜਾਇਦਾਦ ਤੋਂ ਬੇਦਖ਼ਲ ਕਰਦਾ ਹਾਂ।: [778, 387, 1088, 398]
- notice-entry: ■ ਮੈਂ ਨਿਰਮਲ ਕੌਰ ਵਾਸੀ ਆਪਣੇ ਲੜਕੇ ਨੂੰ ਆਪਣੀ ਚੱਲ ਅਚੱਲ ਜਾਇਦਾਦ ਤੋਂ ਬੇਦਖ਼ਲ ਕਰਦੀ ਹਾਂ।: [778, 354, 1102, 365]
- logo-text: ਪਹਿਰੇਦਾਰ: [1267, 11, 1420, 54]
- notice-entry: ■ ਮੈਂ ਅਨੀਸ਼ਾ ਸਿੰਗਲਾ ਪੁੱਤਰ ਸੁਸ਼ਨ ਦਾਸ ਵਾਸੀ 2363/18, ਐਸ.ਬੀ.ਐਸ ਨਗਰ, ਦੁਗਰੀ ਰੋਡ, ਲੁਧਿਆਣਾ ਨੇ ਆਪਣਾ ਨਾਮ ਬਦਲ ਕੇ ਅਨੀਸ਼ਾ ਰੱਖ ਲਿਆ ਹੈ।: [377, 98, 566, 149]
- notice-signature: Member Secretary cum General Manager, District Level Micro & Small Facilitation Council, Fatehgarh Sahib: [410, 2202, 763, 2225]
- notice-entry: ■ ਮੈਂ Lakhvir Singh Dhillon ਪੁੱਤਰ ਵਾਸੀ ਨੇ ਆਪਣਾ ਨਾਮ ਬਦਲ ਕੇ Lakhvir Singh ਰੱਖ ਲਿਆ ਹੈ।: [377, 891, 566, 928]
- notice-entry: ■ ਮੈਂ Pawanjit Kaur ਪਤਨੀ ਜਸਵਿੰਦਰ ਸਿੰਘ ਵਾਸੀ ਨੇ ਆਪਣਾ ਨਾਮ ਬਦਲ ਕੇ Pawanjit Kaur ਰੱਖ ਲਿਆ ਹੈ।: [0, 459, 370, 483]
- msefc-notice: [380, 2060, 769, 2232]
- notice-entry: ■ ਮੈਂ ਜਸਵਿੰਦਰ ਸਿੰਘ ਪੁੱਤਰ ਸਵ. ਸੁਰਜੀਤ ਸਿੰਘ ਵਾਸੀ ਨੇ ਆਪਣਾ ਨਾਮ ਗੁਰਜੀਤ ਸਿੰਘ (Gurjeet Singh) ਰੱਖ ਲਿਆ ਹੈ।: [0, 322, 370, 347]
- column-divider: [373, 63, 374, 2349]
- notice-entry: ■ ਮੈਂ ਮਲਕੀਤ ਸਿੰਘ ਪੁੱਤਰ ਵਾਸੀ ਆਪਣੇ ਲੜਕੇ ਨੂੰ ਆਪਣੀ ਜਾਇਦਾਦ ਤੋਂ ਬੇਦਖ਼ਲ ਕਰਦਾ ਹਾਂ।: [778, 420, 1088, 431]
- notice-title: Public Notice: [1289, 563, 1378, 577]
- notice-entry: ■ I, Parkash Singh s/o Surjit Singh R/o H No 2451/2 Street No 6 Janta Nagar Ludhiana Changed My daughter name from Saemandeep Kaur Gill to Saemandeep Kaur.: [572, 631, 772, 695]
- notice-entry: ■ ਮੈਂ ਹੀਨਾ (Heena) ਪੁੱਤਰੀ ਸਤਨਾਮ ਸਿੰਘ ਵਾਸੀ ਨੇ ਆਪਣਾ ਨਾਮ ਬਦਲ ਕੇ Heena Singh ਰੱਖ ਲਿਆ ਹੈ।: [0, 585, 370, 609]
- notice-entry: ■ ਮੈਂ ਸੁਖਵੰਤ ਸਿੰਘ ਪੁੱਤਰ ਸਰਮੁਖ ਸਿੰਘ ਵਾਸੀ ਪਿੰਡ ਮਾਣਕੀ ਜ਼ਿਲ੍ਹਾ ਲੁਧਿਆਣਾ ਨੇ ਆਪਣਾ ਨਾਮ ਬਦਲ ਕੇ ਸੁਖਵੰਤ ਸਿੰਘ ਰੱਖ ਲਿਆ ਹੈ।: [0, 505, 370, 530]
- municipal-notice-date: ਮਿਤੀ 31-05-2023: [1427, 107, 1509, 118]
- public-notice: [1158, 645, 1509, 697]
- notice-entry: ■ ਮੈਂ ਰਮਨਦੀਪ ਕੌਰ ਪਤਨੀ ਵਾਸੀ ਨੇ ਆਪਣਾ ਨਾਮ ਬਦਲ ਕੇ ਰਮਨਦੀਪ ਕੌਰ ਰੱਖ ਲਿਆ ਹੈ।: [572, 351, 772, 375]
- notice-entry: ■ ਮੈਂ ਮਨਦੀਪ ਕੌਰ ਪਤਨੀ ਵਾਸੀ ਨੇ ਆਪਣਾ ਨਾਮ ਬਦਲ ਕੇ ਮਨਦੀਪ ਕੌਰ ਰੱਖ ਲਿਆ ਹੈ।: [572, 500, 772, 525]
- bank-account-text: ਅਖ਼ਬਾਰ ਪਹਿਰੇਦਾਰ ਦਾ ਬੈਂਕ ਖਾਤਾ ਆਈ. ਡੀ.ਬੀ.ਆਈ ਬੈਂਕ 'ਚ ਪਹਿਰੇਦਾਰ ਦੇ ਨਾਮ 'ਤੇ ਜਗਰਾਉਂ ਬਰਾਂਚ 'ਚ ਹੈ। ਖਾਤੇ ਦਾ ਨੰ:1014102000000578 ਹੈ।ਆਈ.ਐਫ.ਐਸ.ਸੀ ਕੋਡ ਨੰ: IBKL0001014 ਹੈ।: [6, 102, 363, 192]
- notice-entry: ■ ਮੈਂ ਅਮਨਦੀਪ ਸਿੰਘ ਪੁੱਤਰ ਸਤਨਾਮ ਸਿੰਘ ਵਾਸੀ ਮਕਾਨ ਨੰ. 155, ਚੰਡੀਗੜ੍ਹ ਨੇ ਆਪਣਾ ਨਾਮ ਬਦਲ ਕੇ ਅਮਨਦੀਪ ਸਿੰਘ ਰੱਖ ਲਿਆ ਹੈ।: [377, 404, 566, 442]
- column-2: [377, 63, 772, 2357]
- notice-entry: ■ I, Hitherto Known As Harjeet Kaur D/O Malkeet Singh W/O Jasjeet Singh Vill. Dholan, Bathinda-151201, Punjab Have Changed My Name And Shall Hereafter Be Known As Gursharan Kaur.: [572, 1098, 772, 1163]
- name-change-english-list: [572, 530, 772, 1889]
- municipal-notice-text: ਸ਼ਹਿਰ ਵਾਸੀਆਂ ਨੂੰ ਸੂਚਿਤ ਕੀਤਾ ਜਾਂਦਾ ਹੈ ਕਿ ਪੰਜਾਬ ਮਿਉਂਸਪਲ ਐਕਟ ਅਧੀਨ ਨਕਸ਼ਾ ਮਨਜ਼ੂਰੀ ਲਈ ਦਰਖਾਸਤ ਪ੍ਰਾਪਤ ਹੋਈ ਹੈ। ਜੇਕਰ ਕਿਸੇ ਨੂੰ ਕੋਈ ਇਤਰਾਜ਼ ਹੋਵੇ ਤਾਂ ਉਹ 7 ਦਿਨਾਂ ਦੇ ਅੰਦਰ ਦਫ਼ਤਰ ਵਿਖੇ ਪੇਸ਼ ਕਰ ਸਕਦਾ ਹੈ।: [1158, 67, 1509, 105]
- name-change-subcolumns: [377, 97, 772, 1892]
- notice-entry: ■ ਮੈਂ ਜਸਵਿੰਦਰ ਸਿੰਘ ਪੁੱਤਰ ਵਾਸੀ ਨੇ ਆਪਣਾ ਨਾਮ ਬਦਲ ਕੇ ਜਸਵਿੰਦਰ ਸਿੰਘ ਰੱਖ ਲਿਆ ਹੈ।: [377, 994, 566, 1018]
- notice-entry: ■ ਮੈਂ ਮਨਜੀਤ ਸਿੰਘ ਪੁੱਤਰ ਸਵਰਨ ਸਿੰਘ ਵਾਸੀ ਨੇ ਆਪਣਾ ਨਾਮ ਬਦਲ ਕੇ ਮਨਜੀਤ ਸਿੰਘ ਰੱਖ ਲਿਆ ਹੈ।: [377, 801, 566, 825]
- ad-body: 'ਅਦਾਰਾ ਰੋਜ਼ਾਨਾ ਪਹਿਰੇਦਾਰ' ਅਖ਼ਬਾਰ ਵਿੱਚ ਛਪਣ ਵਾਲੇ ਕਿਸੇ ਵੀ ਇਸ਼ਤਿਹਾਰ ਦੀ ਜ਼ਿੰਮੇਵਾਰੀ ਇਸ਼ਤਿਹਾਰ ਦੇਣ ਵਾਲੇ ਦੀ ਹੋਵੇਗੀ। ਪਾਠਕਾਂ ਨੂੰ ਬੇਨਤੀ ਹੈ ਕਿ ਇਸ਼ਤਿਹਾਰ ਬਾਰੇ ਕੋਈ ਵੀ ਲੈਣ-ਦੇਣ ਕਰਨ ਤੋਂ ਪਹਿਲਾਂ ਆਪਣੇ ਪੱਧਰ ਤੇ ਪੂਰੀ ਜਾਂਚ ਕਰ ਲੈਣ।: [1165, 924, 1495, 964]
- notice-entry: ■ ਮੈਂ ਸਤਨਾਮ ਸਿੰਘ ਪੁੱਤਰ ਵਾਸੀ ਆਪਣੇ ਲੜਕੇ ਨੂੰ ਆਪਣੀ ਜਾਇਦਾਦ ਤੋਂ ਬੇਦਖ਼ਲ ਕਰਦਾ ਹਾਂ।: [778, 503, 1087, 514]
- registrar-notice: [1158, 397, 1509, 478]
- property-list-item: 10. 5 Park Road Northfleet: [1155, 285, 1280, 296]
- notice-entry: ■ ਮੈਂ Gurjit ਸਿੰਘ ਪੁੱਤਰ ਕਾਕਾ ਸਿੰਘ ਵਾਸੀ ਨੇ ਆਪਣਾ ਨਾਮ ਬਦਲ ਕੇ Gurjeet Singh ਰੱਖ ਲਿਆ ਹੈ।: [377, 331, 566, 355]
- name-change-list: [0, 232, 370, 887]
- notice-body: ਦਫ਼ਤਰ ਸਬ-ਰਜਿਸਟਰਾਰ ਲੁਧਿਆਣਾ ਵਿਖੇ ਪ੍ਰਾਪਰਟੀ ਨੰ. 1682-G,F,GRD Colony, ਸੈਕਟਰ-39 ਸਬੰਧੀ ਰਜਿਸਟਰੀ ਲਈ ਦਰਖਾਸਤ ਪ੍ਰਾਪਤ ਹੋਈ ਹੈ। ਜੇਕਰ ਕਿਸੇ ਨੂੰ ਕੋਈ ਇਤਰਾਜ਼ ਹੋਵੇ ਤਾਂ 12-12-2022 ਤੋਂ ਪਹਿਲਾਂ ਪੇਸ਼ ਕਰੇ।: [1164, 419, 1499, 456]
- ad-sign: ਮੈਨੇਜਰ: [1478, 973, 1501, 984]
- notice-entry: ■ ਮੈਂ Manjit ਪਤਨੀ ਹਰਦਿਆਲ ਸਿੰਘ ਵਾਸੀ ਨੇ ਆਪਣਾ ਨਾਮ ਬਦਲ ਕੇ Manjit Kaur ਰੱਖ ਲਿਆ ਹੈ।: [377, 861, 566, 885]
- property-list-item: 3. 11 A 5 FALKIRK ROAD, Kent, UK: [1155, 177, 1306, 202]
- notice-entry: ■ ਮੈਂ ਮਨੀਤ Maini ਪੁੱਤਰ ਸੰਜੇ ਕੁਮਾਰ ਵਾਸੀ ਨੇ ਆਪਣਾ ਨਾਮ ਬਦਲ ਕੇ ਮਨੀਤ ਰੱਖ ਲਿਆ ਹੈ।: [377, 228, 566, 252]
- notice-body: It is for the General Public that Vishal Aggarwal S/o Vipin Aggarwal is owner of property measuring 2208 Sq. Yds., Khasra No. 437/1, Village Haniwara, Near Green Valley Ludhiana. Despite best efforts, owner could not find the original sale deed. Any person having any claim or objection may contact within 7 days of the notice.: [1319, 156, 1499, 268]
- lawyer-notice: [1158, 484, 1509, 552]
- ad-title: ਇਸ਼ਤਿਹਾਰਾਂ ਸਬੰਧੀ ਜ਼ਰੂਰੀ ਬੇਨਤੀ: [1160, 895, 1507, 918]
- property-list-item: 14. 8 Darnley Road: [1155, 338, 1246, 349]
- notice-entry: ■ ਮੈਂ ਸ਼ੁਭ ਸਿੰਘ ਪੁੱਤਰ ਪਰਮਾਤਮਾ ਸਿੰਘ ਵਾਸੀ ਮਕਾਨ ਨੰਬਰ 150 ਸੀ, ਰਾਜਗੁਰੂ ਨਗਰ ਵਿਰਿਆਣ ਰੋਡ ਲੁਧਿਆਣਾ ਨੇ ਆਪਣਾ ਨਾਮ ਬਦਲ ਕੇ ਸ਼ੁਭ ਸਿੰਘ ਰੱਖ ਲਿਆ ਹੈ।: [0, 262, 370, 287]
- notice-entry: ■ ਮੈਂ ਇਕਬਾਲ ਸਿੰਘ ਪੁੱਤਰ ਕਰਨੈਲ ਸਿੰਘ ਵਾਸੀ ਨੇ ਆਪਣਾ ਨਾਮ ਬਦਲ ਕੇ ਇਕਬਾਲ ਸਿੰਘ ਰੱਖ ਲਿਆ ਹੈ।: [0, 568, 350, 579]
- footer-banner: ਇਸ਼ਤਿਹਾਰ ਅਤੇ ਕਲਾਸੀਫਾਈਡ ਕੇਵਲ ਅਦਾਰਾ 'ਪਹਿਰੇਦਾਰ' ਦੀ ਈ-ਮੇਲ rozanapehredaradvt@gmail.com 'ਤੇ ਹੀ ਭੇਜੇ ਜਾਣ।: [0, 2361, 1512, 2411]
- notice-body: ਆਮ ਜਨਤਾ ਨੂੰ ਸੂਚਿਤ ਕੀਤਾ ਜਾਂਦਾ ਹੈ ਕਿ ਮੇਰੇ ਮੁਵੱਕਿਲ ਨੇ ਆਪਣੇ ਲੜਕੇ ਨੂੰ ਜਾਇਦਾਦ ਤੋਂ ਬੇਦਖ਼ਲ ਕਰ ਦਿੱਤਾ ਹੈ। ਕੋਈ ਵੀ ਵਿਅਕਤੀ ਉਸ ਨਾਲ ਲੈਣ-ਦੇਣ ਕਰੇਗਾ ਤਾਂ ਉਹ ਖੁਦ ਜ਼ਿੰਮੇਵਾਰ ਹੋਵੇਗਾ।: [1164, 506, 1501, 530]
- notice-entry: ■ ਮੈਂ ਰਣਜੀਤ ਸਿੰਘ ਪੁੱਤਰ ਪਿਆਰਾ ਸਿੰਘ ਵਾਸੀ ਆਪਣੇ ਲੜਕੇ ਨੂੰ ਆਪਣੀ ਜਾਇਦਾਦ ਤੋਂ ਬੇਦਖ਼ਲ ਕਰਦਾ ਹਾਂ।: [778, 291, 1138, 302]
- notice-entry: ■ ਮੈਂ ਹਰਪ੍ਰੀਤ ਸਿੰਘ ਪੁੱਤਰ ਵਾਸੀ ਨੇ ਆਪਣਾ ਨਾਮ ਬਦਲ ਕੇ ਹਰਪ੍ਰੀਤ ਸਿੰਘ ਰੱਖ ਲਿਆ ਹੈ।: [572, 381, 772, 405]
- notice-body: Notice to Appear / Attend Proceeding of DL-MSEFC Fatehgarh Sahib (PB). Through this publication this is for constructive notice to the Respondent M/s Gomzi Steel Private Limited, Lakhowal Road, Kohara, Ludhiana Punjab-141112 to appear in person or through Authorized representative before the Deputy Commissioner-cum-Chairperson, District Level Micro & Small Facilitation Council, Fatehgarh Sahib.: [385, 2123, 756, 2197]
- notice-title: Public Notice: [530, 2065, 619, 2079]
- notice-title: Public Notice: [1289, 766, 1378, 780]
- notice-date: ਮਿਤੀ: 30-05-2023: [1430, 621, 1503, 631]
